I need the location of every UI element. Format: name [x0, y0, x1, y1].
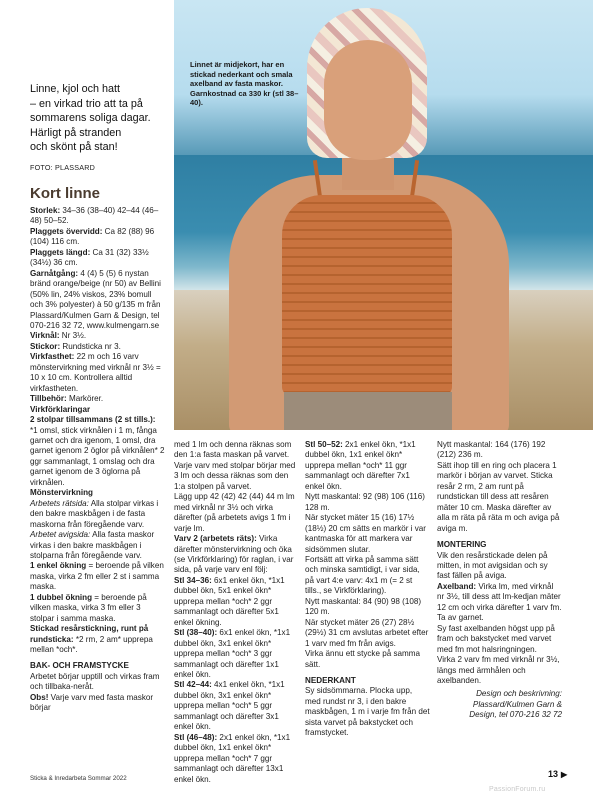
paragraph	[305, 492, 430, 513]
body-text: Arbetet börjar upptill och virkas fram och tillbaka-neråt.	[30, 671, 160, 692]
body-text: Nytt maskantal: 92 (98) 106 (116) 128 m.	[305, 492, 425, 512]
section-heading	[30, 405, 165, 415]
paragraph	[30, 561, 165, 592]
bold-label: Garnåtgång:	[30, 268, 79, 278]
paragraph	[174, 680, 298, 732]
text-column-2	[174, 440, 298, 785]
italic-label: Arbetets rätsida:	[30, 498, 89, 508]
section-heading	[30, 488, 165, 498]
photo-model-face	[324, 40, 412, 160]
body-text: Sy sidsömmarna. Plocka upp, med rundst nr 3, i den bakre maskbågen, 1 m i varje fm från det sista varvet på bakstycket och framstycket.	[305, 686, 430, 738]
section-heading	[437, 540, 562, 550]
paragraph	[305, 597, 430, 618]
body-text: = beroende på vilken maska, virka 2 fm eller 2 st i samma maska.	[30, 561, 164, 592]
body-text: *1 omsl, stick virknålen i 1 m, fånga garnet och dra igenom, 1 omsl, dra garnet igenom 2 öglor på virknålen* 2 ggr sammanlagt, 1 omslag och dra garnet igenom de 3 öglorna på virknålen.	[30, 425, 165, 487]
paragraph	[30, 415, 165, 488]
page-number	[548, 769, 567, 779]
paragraph	[437, 582, 562, 624]
paragraph	[305, 618, 430, 649]
bold-label: 1 dubbel ökning	[30, 592, 93, 602]
body-text: Virka 2 varv fm med virknål nr 3½, längs med ärmhålen och axelbanden.	[437, 655, 560, 685]
body-text: Virka därefter mönstervirkning och öka (se Virkförklaring) för raglan, i var sida, på varje varv enl följ:	[174, 534, 294, 575]
body-text: Varje varv med fasta maskor börjar	[30, 692, 154, 713]
paragraph	[305, 686, 430, 738]
paragraph	[30, 227, 165, 248]
intro-line: och skönt på stan!	[30, 141, 118, 154]
pattern-title: Kort linne	[30, 185, 100, 202]
paragraph	[174, 628, 298, 680]
body-text: Vik den resårstickade delen på mitten, in mot avigsidan och sy fast fällen på aviga.	[437, 550, 548, 581]
text-column-3	[305, 440, 430, 739]
body-text: Nytt maskantal: 84 (90) 98 (108) 120 m.	[305, 596, 422, 617]
photo-crochet-top	[282, 195, 452, 395]
design-credit-line: Design och beskrivning:	[476, 689, 562, 699]
paragraph	[437, 655, 562, 686]
photo-credit: FOTO: PLASSARD	[30, 163, 95, 172]
paragraph	[174, 534, 298, 576]
paragraph	[174, 733, 298, 785]
paragraph	[174, 492, 298, 534]
paragraph	[30, 248, 165, 269]
body-text: Alla fasta maskor virkas i den bakre maskbågen i stolparna från föregående varv.	[30, 530, 155, 560]
intro-line: – en virkad trio att ta på	[30, 97, 143, 110]
paragraph	[30, 331, 165, 341]
bold-label: 2 stolpar tillsammans (2 st tills.):	[30, 415, 156, 425]
body-text: Ca 82 (88) 96 (104) 116 cm.	[30, 226, 155, 247]
paragraph	[30, 352, 165, 394]
bold-label: Virknål:	[30, 331, 60, 341]
design-credit-line: Design, tel 070-216 32 72	[469, 710, 562, 720]
body-text: 2x1 enkel ökn, *1x1 dubbel ökn, 1x1 enkel ökn* upprepa mellan *och* 11 ggr sammanlagt och därefter 7x1 enkel ökn.	[305, 440, 416, 491]
body-text: 22 m och 16 varv mönstervirkning med virknål nr 3½ = 10 x 10 cm. Kontrollera alltid virkfastheten.	[30, 352, 161, 393]
body-text: 2x1 enkel ökn, *1x1 dubbel ökn, 1x1 enkel ökn* upprepa mellan *och* 7 ggr sammanlagt och därefter 13x1 enkel ökn.	[174, 732, 291, 784]
body-text: Alla stolpar virkas i den bakre maskbågen i de fasta maskorna från föregående varv.	[30, 498, 159, 529]
paragraph	[305, 649, 430, 670]
intro-line: Linne, kjol och hatt	[30, 83, 121, 95]
page-number-text: 13	[548, 769, 559, 779]
bold-label: Tillbehör:	[30, 394, 67, 404]
body-text: Rundsticka nr 3.	[60, 341, 121, 351]
design-credit-line: Plassard/Kulmen Garn &	[472, 699, 562, 709]
paragraph	[30, 624, 165, 655]
next-arrow-icon: ▶	[561, 770, 568, 779]
bold-label: Plaggets längd:	[30, 247, 91, 257]
paragraph	[30, 693, 165, 714]
bold-label: Obs!	[30, 692, 49, 702]
paragraph	[30, 206, 165, 227]
bold-label: Axelband:	[437, 581, 477, 591]
body-text: = beroende på vilken maska, virka 3 fm eller 3 stolpar i samma maska.	[30, 592, 147, 623]
body-text: 6x1 enkel ökn, *1x1 dubbel ökn, 3x1 enkel ökn* upprepa mellan *och* 3 ggr sammanlagt och därefter 1x1 enkel ökn.	[174, 628, 291, 679]
design-credit	[437, 689, 562, 720]
paragraph	[30, 499, 165, 530]
heading-text: Virkförklaringar	[30, 404, 91, 414]
intro-line: sommarens soliga dagar.	[30, 112, 151, 125]
bold-label: Storlek:	[30, 206, 61, 215]
paragraph	[305, 440, 430, 492]
text-column-4	[437, 440, 562, 721]
heading-text: Mönstervirkning	[30, 488, 93, 498]
body-text: 4 (4) 5 (5) 6 nystan bränd orange/beige (nr 50) av Bellini (50% lin, 24% viskos, 23% bomull och 3% polyester) à 50 g/135 m från Plassard/Kulmen Garn & Design, tel 070-216 32 72, www.kulmengarn.se	[30, 268, 161, 330]
intro-text	[30, 82, 165, 155]
body-text: När stycket mäter 15 (16) 17½ (18½) 20 cm sätts en markör i var kantmaska för att markera var sidsömmen slutar.	[305, 513, 426, 554]
bold-label: Stickad resårstickning, runt på rundsticka:	[30, 624, 149, 644]
paragraph	[437, 551, 562, 582]
paragraph	[305, 555, 430, 597]
intro-line: Härligt på stranden	[30, 126, 122, 139]
body-text: Nr 3½.	[59, 331, 87, 341]
watermark: PassionForum.ru	[489, 786, 546, 793]
heading-text: NEDERKANT	[305, 675, 356, 685]
paragraph	[30, 342, 165, 352]
heading-text: MONTERING	[437, 540, 487, 550]
paragraph	[305, 513, 430, 555]
body-text: Virka lm, med virknål nr 3½, till dess att lm-kedjan mäter 12 cm och virka därefter 1 varv fm. Ta av garnet.	[437, 581, 562, 623]
bold-label: 1 enkel ökning	[30, 561, 87, 571]
body-text: 4x1 enkel ökn, *1x1 dubbel ökn, 3x1 enkel ökn* upprepa mellan *och* 5 ggr sammanlagt och därefter 3x1 enkel ökn.	[174, 680, 285, 732]
bold-label: Stl (46–48):	[174, 732, 218, 742]
bold-label: Virkfasthet:	[30, 352, 75, 362]
photo-skirt	[284, 392, 452, 430]
body-text: 6x1 enkel ökn, *1x1 dubbel ökn, 5x1 enkel ökn* upprepa mellan *och* 2 ggr sammanlagt och därefter 5x1 enkel ökning.	[174, 575, 285, 627]
paragraph	[30, 269, 165, 332]
paragraph	[437, 440, 562, 461]
paragraph	[437, 461, 562, 534]
text-column-1	[30, 206, 165, 714]
body-text: Nytt maskantal: 164 (176) 192 (212) 236 m.	[437, 440, 546, 460]
body-text: *2 rm, 2 am* upprepa mellan *och*.	[30, 634, 153, 655]
bold-label: Stl 50–52:	[305, 440, 343, 449]
body-text: Sy fast axelbanden högst upp på fram och bakstycket med varvet med fm mot halsringningen.	[437, 623, 555, 654]
paragraph	[30, 593, 165, 624]
paragraph	[437, 624, 562, 655]
magazine-footer: Sticka & Inredarbeta Sommar 2022	[30, 775, 127, 782]
paragraph	[174, 440, 298, 492]
bold-label: Stl (38–40):	[174, 628, 218, 638]
paragraph	[174, 576, 298, 628]
body-text: Lägg upp 42 (42) 42 (44) 44 m lm med virknål nr 3½ och virka därefter (på arbetets avigs 1 fm i varje lm.	[174, 492, 295, 533]
paragraph	[30, 530, 165, 561]
bold-label: Plaggets övervidd:	[30, 226, 103, 236]
heading-text: BAK- OCH FRAMSTYCKE	[30, 661, 129, 671]
photo-caption: Linnet är midjekort, har en stickad nederkant och smala axelband av fasta maskor. Garnkostnad ca 330 kr (stl 38–40).	[190, 60, 299, 108]
section-heading	[30, 661, 165, 671]
column-4-body	[437, 440, 562, 686]
italic-label: Arbetet avigsida:	[30, 530, 91, 540]
bold-label: Stl 42–44:	[174, 680, 212, 690]
body-text: Ca 31 (32) 33½ (34½) 36 cm.	[30, 247, 149, 268]
body-text: Fortsätt att virka på samma sätt och minska samtidigt, i var sida, på vart 4:e varv: 4x1 m (= 2 st tills., se Virkförklaring).	[305, 554, 420, 596]
body-text: 34–36 (38–40) 42–44 (46–48) 50–52.	[30, 206, 159, 226]
paragraph	[30, 394, 165, 404]
body-text: Markörer.	[66, 394, 104, 404]
paragraph	[30, 672, 165, 693]
section-heading	[305, 676, 430, 686]
bold-label: Stickor:	[30, 341, 61, 351]
body-text: med 1 lm och denna räknas som den 1:a fasta maskan på varvet. Varje varv med stolpar börjar med 3 lm och dessa räknas som den 1:a stolpen på varvet.	[174, 440, 296, 491]
body-text: När stycket mäter 26 (27) 28½ (29½) 31 cm avslutas arbetet efter 1 varv med fm från avigs.	[305, 617, 429, 648]
bold-label: Varv 2 (arbetets räts):	[174, 534, 257, 544]
body-text: Sätt ihop till en ring och placera 1 markör i början av varvet. Sticka resår 2 rm, 2 am runt på rundstickan till dess att resåren mäter 10 cm. Maska därefter av alla m räta på räta m och aviga på aviga m.	[437, 460, 560, 533]
bold-label: Stl 34–36:	[174, 575, 212, 585]
body-text: Virka ännu ett stycke på samma sätt.	[305, 649, 421, 669]
